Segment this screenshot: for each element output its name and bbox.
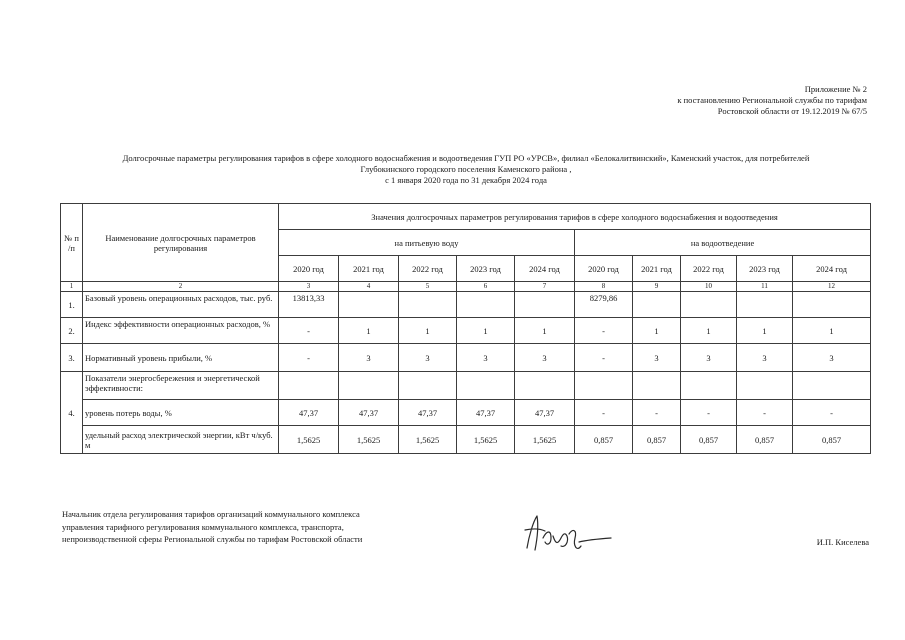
signature-image bbox=[515, 508, 615, 558]
title-line-2: Глубокинского городского поселения Каменского района , bbox=[360, 164, 572, 174]
column-number: 7 bbox=[515, 282, 575, 292]
header-year: 2020 год bbox=[575, 256, 633, 282]
column-number: 5 bbox=[399, 282, 457, 292]
row-value: 0,857 bbox=[575, 426, 633, 454]
column-number: 6 bbox=[457, 282, 515, 292]
table-row bbox=[61, 318, 871, 344]
row-value: 8279,86 bbox=[575, 292, 633, 318]
header-year: 2021 год bbox=[339, 256, 399, 282]
column-number: 10 bbox=[681, 282, 737, 292]
row-value: 3 bbox=[681, 344, 737, 372]
appendix-block bbox=[567, 84, 867, 117]
row-value: 47,37 bbox=[515, 400, 575, 426]
row-num: 1. bbox=[61, 292, 83, 318]
header-values-group: Значения долгосрочных параметров регулирования тарифов в сфере холодного водоснабжения и водоотведения bbox=[279, 204, 871, 230]
row-value: - bbox=[737, 400, 793, 426]
row-value: 1 bbox=[793, 318, 871, 344]
column-number: 8 bbox=[575, 282, 633, 292]
header-name: Наименование долгосрочных параметров регулирования bbox=[83, 204, 279, 282]
empty-cell bbox=[681, 372, 737, 400]
row-value bbox=[633, 292, 681, 318]
row-value: 1 bbox=[515, 318, 575, 344]
empty-cell bbox=[515, 372, 575, 400]
empty-cell bbox=[339, 372, 399, 400]
header-year: 2022 год bbox=[681, 256, 737, 282]
table-row bbox=[61, 372, 871, 400]
row-value: 3 bbox=[515, 344, 575, 372]
row-value bbox=[681, 292, 737, 318]
row-value: 47,37 bbox=[457, 400, 515, 426]
signer-name: И.П. Киселева bbox=[816, 537, 869, 547]
row-value: 13813,33 bbox=[279, 292, 339, 318]
row-value: - bbox=[279, 318, 339, 344]
row-value bbox=[737, 292, 793, 318]
column-number: 1 bbox=[61, 282, 83, 292]
header-year: 2024 год bbox=[515, 256, 575, 282]
row-value: 1 bbox=[339, 318, 399, 344]
row-name: уровень потерь воды, % bbox=[83, 400, 279, 426]
row-value: 0,857 bbox=[681, 426, 737, 454]
empty-cell bbox=[457, 372, 515, 400]
row-value: 1,5625 bbox=[515, 426, 575, 454]
row-heading: Показатели энергосбережения и энергетической эффективности: bbox=[83, 372, 279, 400]
row-value bbox=[793, 292, 871, 318]
document-title bbox=[60, 153, 872, 186]
row-value: - bbox=[633, 400, 681, 426]
table-row bbox=[61, 400, 871, 426]
row-value: 3 bbox=[457, 344, 515, 372]
row-value: 1,5625 bbox=[457, 426, 515, 454]
row-value: - bbox=[279, 344, 339, 372]
row-value: 3 bbox=[399, 344, 457, 372]
footer-line-2: управления тарифного регулирования коммунального комплекса, транспорта, bbox=[62, 521, 344, 532]
row-value: - bbox=[575, 344, 633, 372]
footer-line-1: Начальник отдела регулирования тарифов организаций коммунального комплекса bbox=[62, 509, 360, 519]
header-year: 2024 год bbox=[793, 256, 871, 282]
row-name: Базовый уровень операционных расходов, тыс. руб. bbox=[83, 292, 279, 318]
table-row bbox=[61, 426, 871, 454]
row-num: 4. bbox=[61, 372, 83, 454]
empty-cell bbox=[279, 372, 339, 400]
title-line-1: Долгосрочные параметры регулирования тарифов в сфере холодного водоснабжения и водоотведения ГУП РО «УРСВ», филиал «Белокалитвинский», Каменский участок, для потребителей bbox=[122, 153, 810, 163]
column-number: 12 bbox=[793, 282, 871, 292]
empty-cell bbox=[575, 372, 633, 400]
empty-cell bbox=[633, 372, 681, 400]
column-number: 4 bbox=[339, 282, 399, 292]
row-name: удельный расход электрической энергии, кВт ч/куб. м bbox=[83, 426, 279, 454]
row-value bbox=[399, 292, 457, 318]
column-number: 9 bbox=[633, 282, 681, 292]
table-row bbox=[61, 292, 871, 318]
row-value: 3 bbox=[737, 344, 793, 372]
row-value: 1 bbox=[399, 318, 457, 344]
appendix-line-1: Приложение № 2 bbox=[804, 84, 867, 94]
row-value: 47,37 bbox=[279, 400, 339, 426]
row-value: 47,37 bbox=[399, 400, 457, 426]
empty-cell bbox=[737, 372, 793, 400]
row-value: 3 bbox=[633, 344, 681, 372]
row-value bbox=[457, 292, 515, 318]
row-value: - bbox=[575, 400, 633, 426]
header-water: на питьевую воду bbox=[279, 230, 575, 256]
header-year: 2023 год bbox=[457, 256, 515, 282]
parameters-table bbox=[60, 203, 871, 454]
row-num: 2. bbox=[61, 318, 83, 344]
row-value: 1,5625 bbox=[399, 426, 457, 454]
empty-cell bbox=[399, 372, 457, 400]
table-row bbox=[61, 344, 871, 372]
row-value: 1 bbox=[457, 318, 515, 344]
row-value: 1 bbox=[633, 318, 681, 344]
row-value: 3 bbox=[339, 344, 399, 372]
empty-cell bbox=[793, 372, 871, 400]
row-num: 3. bbox=[61, 344, 83, 372]
row-name: Нормативный уровень прибыли, % bbox=[83, 344, 279, 372]
row-value: 1 bbox=[681, 318, 737, 344]
row-value: 0,857 bbox=[633, 426, 681, 454]
header-year: 2020 год bbox=[279, 256, 339, 282]
row-value: 1,5625 bbox=[279, 426, 339, 454]
header-num: № п /п bbox=[61, 204, 83, 282]
header-year: 2023 год bbox=[737, 256, 793, 282]
appendix-line-2: к постановлению Региональной службы по тарифам bbox=[677, 95, 867, 105]
header-year: 2022 год bbox=[399, 256, 457, 282]
appendix-line-3: Ростовской области от 19.12.2019 № 67/5 bbox=[717, 106, 867, 116]
row-value: 3 bbox=[793, 344, 871, 372]
row-value: 1 bbox=[737, 318, 793, 344]
row-value: 0,857 bbox=[793, 426, 871, 454]
row-value: 1,5625 bbox=[339, 426, 399, 454]
footer-position bbox=[62, 508, 462, 546]
row-value: - bbox=[793, 400, 871, 426]
header-year: 2021 год bbox=[633, 256, 681, 282]
footer-line-3: непроизводственной сферы Региональной службы по тарифам Ростовской области bbox=[62, 534, 363, 544]
header-drain: на водоотведение bbox=[575, 230, 871, 256]
row-value: - bbox=[681, 400, 737, 426]
row-name: Индекс эффективности операционных расходов, % bbox=[83, 318, 279, 344]
row-value bbox=[339, 292, 399, 318]
row-value bbox=[515, 292, 575, 318]
column-number: 11 bbox=[737, 282, 793, 292]
column-number: 2 bbox=[83, 282, 279, 292]
row-value: - bbox=[575, 318, 633, 344]
column-number: 3 bbox=[279, 282, 339, 292]
title-line-3: с 1 января 2020 года по 31 декабря 2024 года bbox=[385, 175, 547, 185]
row-value: 47,37 bbox=[339, 400, 399, 426]
row-value: 0,857 bbox=[737, 426, 793, 454]
